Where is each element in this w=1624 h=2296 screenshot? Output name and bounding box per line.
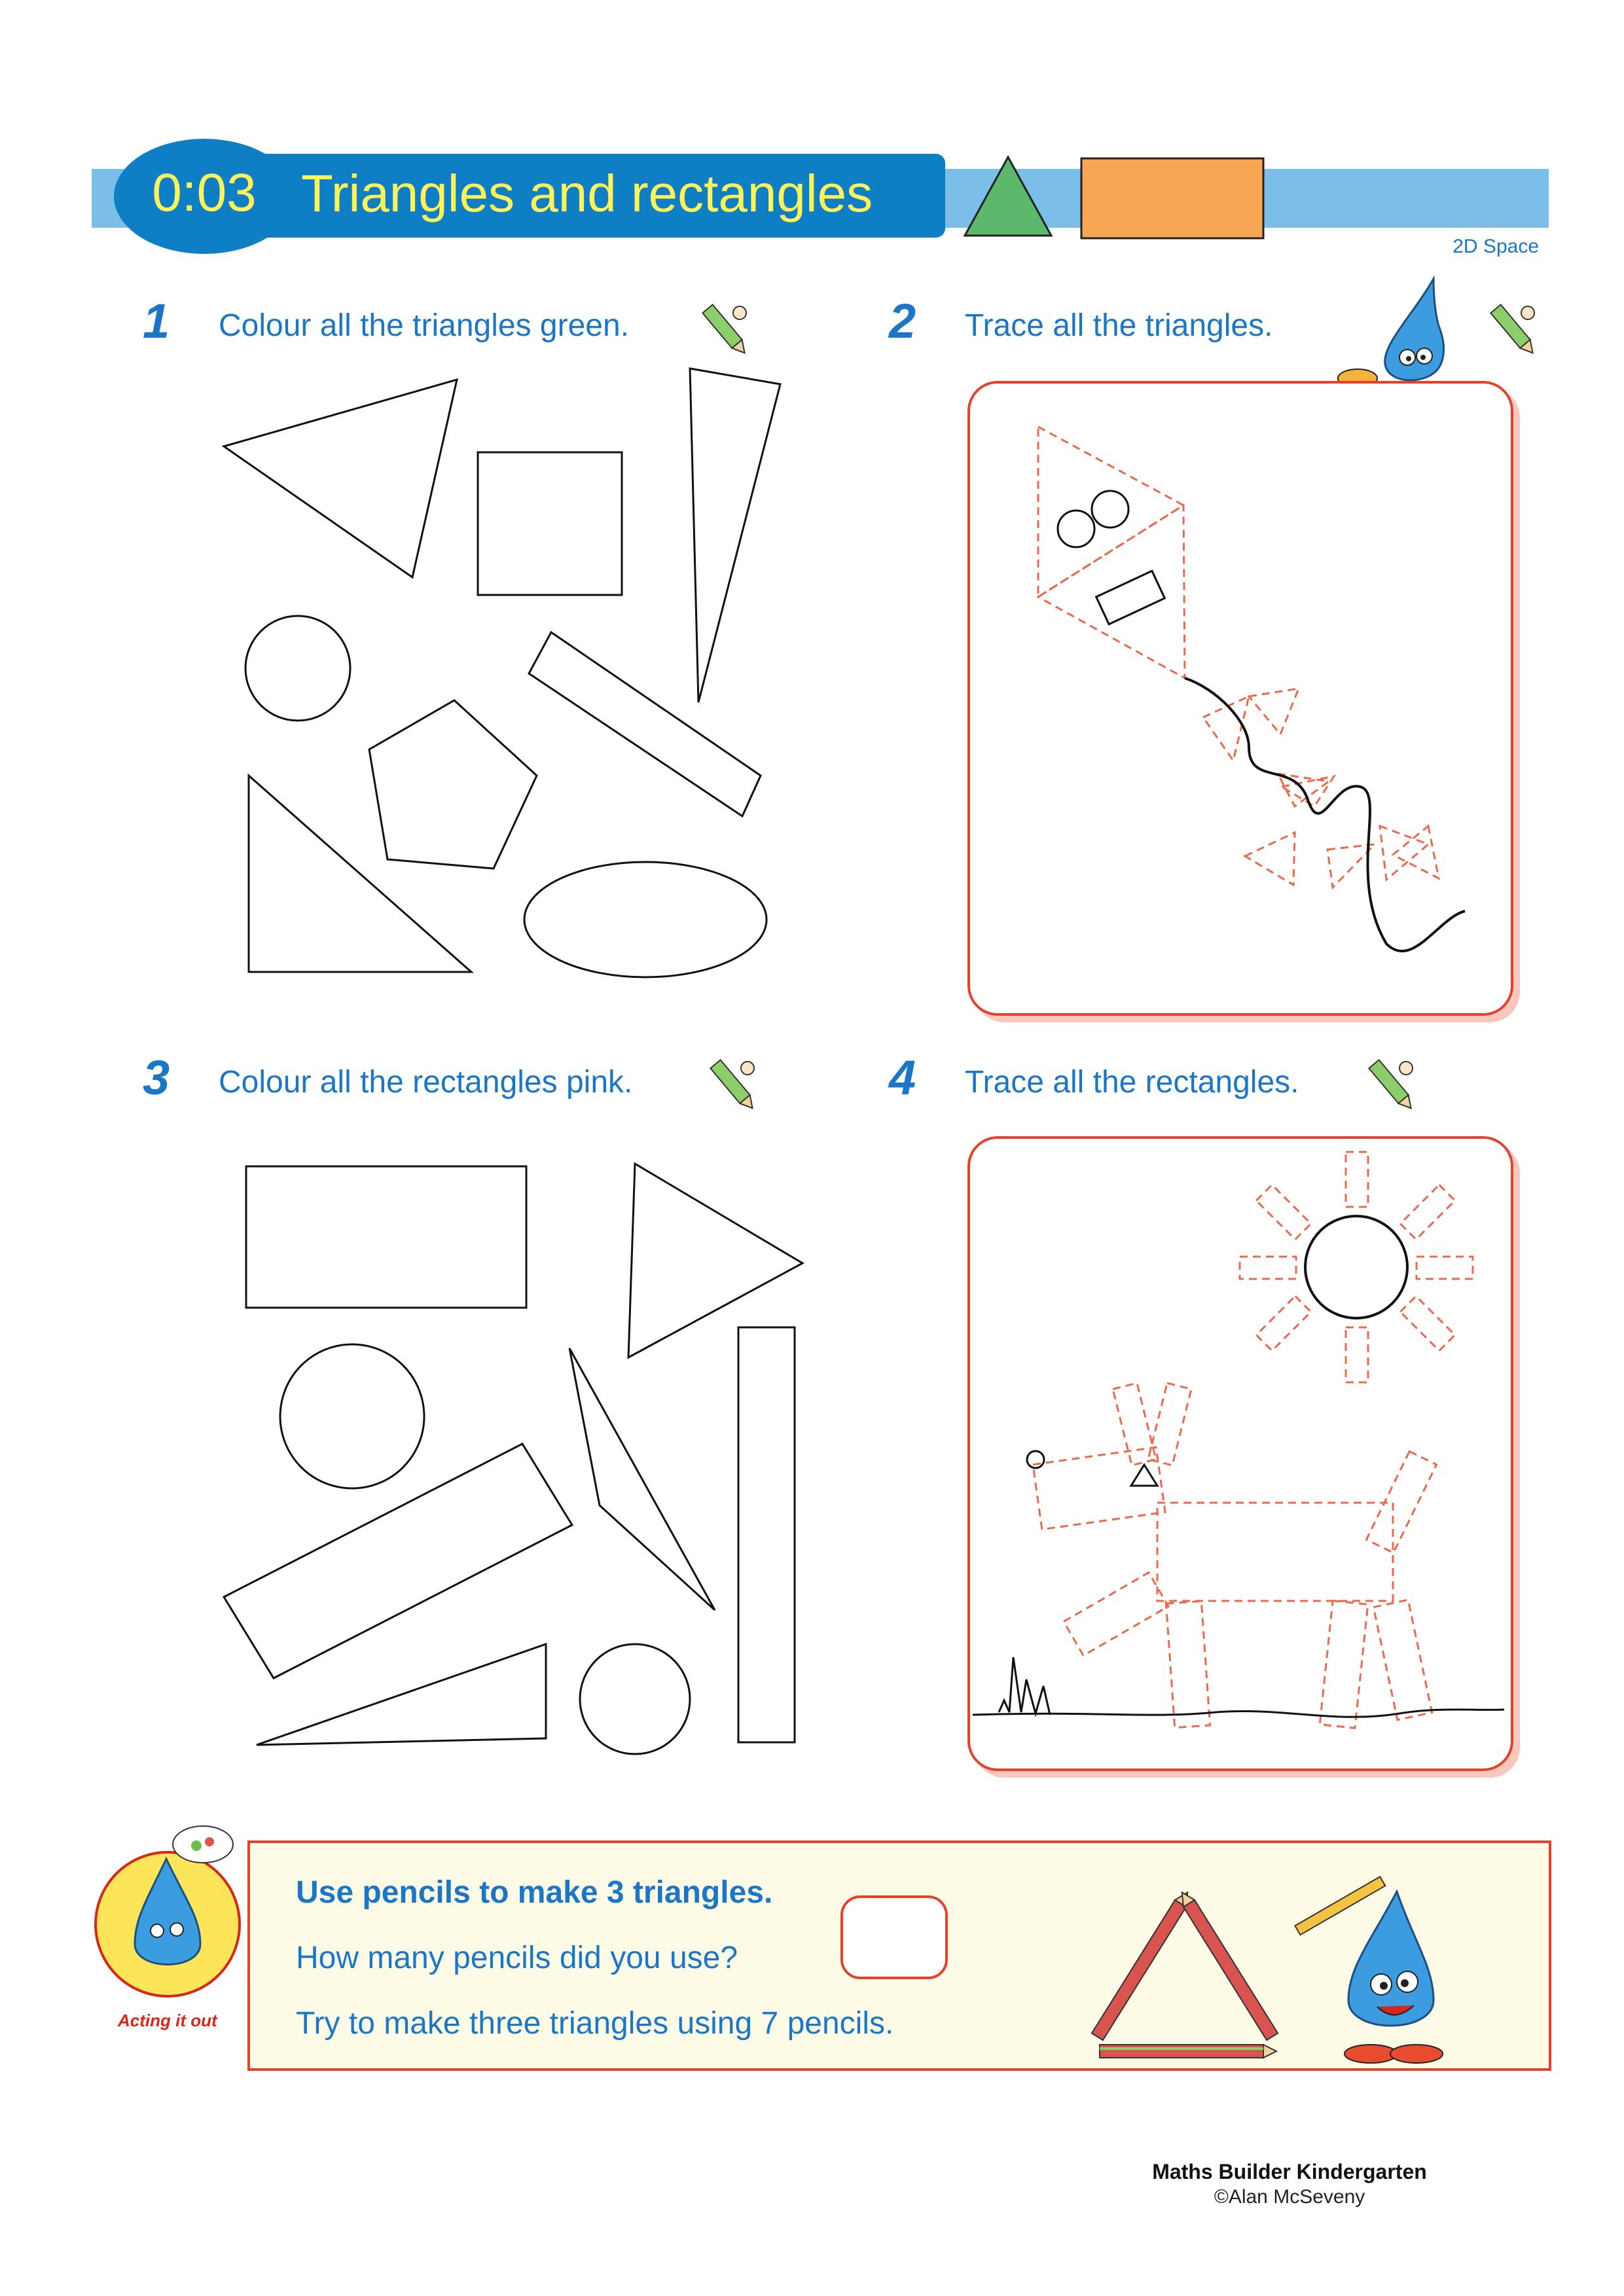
question-4-number: 4 xyxy=(889,1050,916,1105)
kite-eye-right xyxy=(1092,491,1128,528)
question-2-number: 2 xyxy=(889,294,916,348)
question-1-number: 1 xyxy=(143,294,170,348)
dog-body xyxy=(1157,1503,1393,1601)
water-drop-mascot-icon xyxy=(1286,1869,1456,2066)
acting-it-out-label: Acting it out xyxy=(118,2011,217,2030)
pencil-icon xyxy=(694,298,757,361)
dog-leg-front-right xyxy=(1166,1601,1210,1727)
sun-ray-bottom-left xyxy=(1256,1296,1310,1350)
question-3-shapes xyxy=(216,1152,818,1780)
kite-drawing xyxy=(967,381,1511,1013)
dog-leg-front-left xyxy=(1064,1573,1168,1656)
page-title: Triangles and rectangles xyxy=(301,164,873,223)
dog-nose-triangle xyxy=(1131,1465,1157,1486)
dog-head xyxy=(1033,1447,1165,1529)
q1-square xyxy=(478,452,622,595)
grass xyxy=(999,1657,1050,1715)
pencil-icon xyxy=(702,1054,765,1117)
acting-it-out-mascot-icon xyxy=(89,1820,253,2016)
q3-triangle-long xyxy=(257,1644,546,1745)
q3-triangle-right-pointing xyxy=(628,1164,803,1357)
sun-ray-bottom xyxy=(1346,1327,1368,1382)
question-1-shapes xyxy=(216,357,799,992)
answer-box[interactable] xyxy=(840,1895,948,1979)
question-1-text: Colour all the triangles green. xyxy=(219,308,630,343)
water-drop-mascot-icon xyxy=(1335,274,1466,391)
activity-line-3: Try to make three triangles using 7 pencils. xyxy=(296,2006,894,2041)
q1-rectangle-tilted xyxy=(529,632,761,816)
q3-rectangle-tall xyxy=(738,1327,795,1742)
kite-tail xyxy=(1185,678,1465,951)
q3-triangle-sliver xyxy=(569,1348,715,1610)
footer-title: Maths Builder Kindergarten xyxy=(1152,2160,1427,2183)
sun-ray-top-right xyxy=(1400,1185,1454,1239)
activity-line-2: How many pencils did you use? xyxy=(296,1941,738,1975)
dog-tail xyxy=(1366,1452,1436,1553)
sun xyxy=(1305,1216,1407,1318)
activity-line-1: Use pencils to make 3 triangles. xyxy=(296,1875,773,1910)
kite-upper-triangle xyxy=(1038,427,1183,597)
sun-ray-top xyxy=(1346,1152,1368,1207)
q1-ellipse xyxy=(524,862,767,977)
question-3-number: 3 xyxy=(143,1050,170,1105)
section-label: 2D Space xyxy=(1453,236,1539,257)
sun-ray-top-left xyxy=(1256,1185,1310,1239)
sun-ray-left xyxy=(1240,1257,1296,1279)
dog-leg-back-left xyxy=(1320,1601,1368,1729)
pencil-icon xyxy=(1482,298,1545,361)
header-triangle-icon xyxy=(962,154,1054,240)
kite-rectangle-mouth xyxy=(1096,571,1165,624)
sun-ray-bottom-right xyxy=(1400,1296,1454,1350)
q1-triangle-acute xyxy=(224,380,457,577)
bow4-left xyxy=(1380,826,1428,880)
q3-circle-small xyxy=(580,1644,690,1754)
pencil-icon xyxy=(1360,1054,1423,1117)
sun-and-dog-drawing xyxy=(967,1136,1511,1768)
q1-circle xyxy=(245,616,350,721)
q3-rectangle-wide xyxy=(246,1166,526,1308)
q1-pentagon xyxy=(369,700,537,869)
bow4-right xyxy=(1393,826,1439,878)
dog-leg-back-right xyxy=(1373,1600,1432,1719)
sun-ray-right xyxy=(1416,1257,1473,1279)
footer-copyright: ©Alan McSeveny xyxy=(1214,2186,1365,2208)
question-4-text: Trace all the rectangles. xyxy=(965,1065,1299,1100)
pencil-triangle-illustration xyxy=(1087,1885,1283,2066)
lesson-code: 0:03 xyxy=(152,163,257,223)
header-rectangle-icon xyxy=(1080,157,1266,240)
question-2-text: Trace all the triangles. xyxy=(965,308,1273,343)
dog-eye xyxy=(1027,1451,1044,1468)
question-3-text: Colour all the rectangles pink. xyxy=(219,1065,633,1100)
bow1-right xyxy=(1249,689,1299,734)
kite-eye-left xyxy=(1058,511,1094,547)
q3-circle-large xyxy=(280,1344,424,1488)
q3-rectangle-tilted xyxy=(224,1444,572,1678)
q1-triangle-right xyxy=(249,776,471,972)
q1-triangle-thin xyxy=(690,368,780,702)
kite-lower-triangle xyxy=(1038,505,1185,678)
bow3-left xyxy=(1245,833,1295,885)
